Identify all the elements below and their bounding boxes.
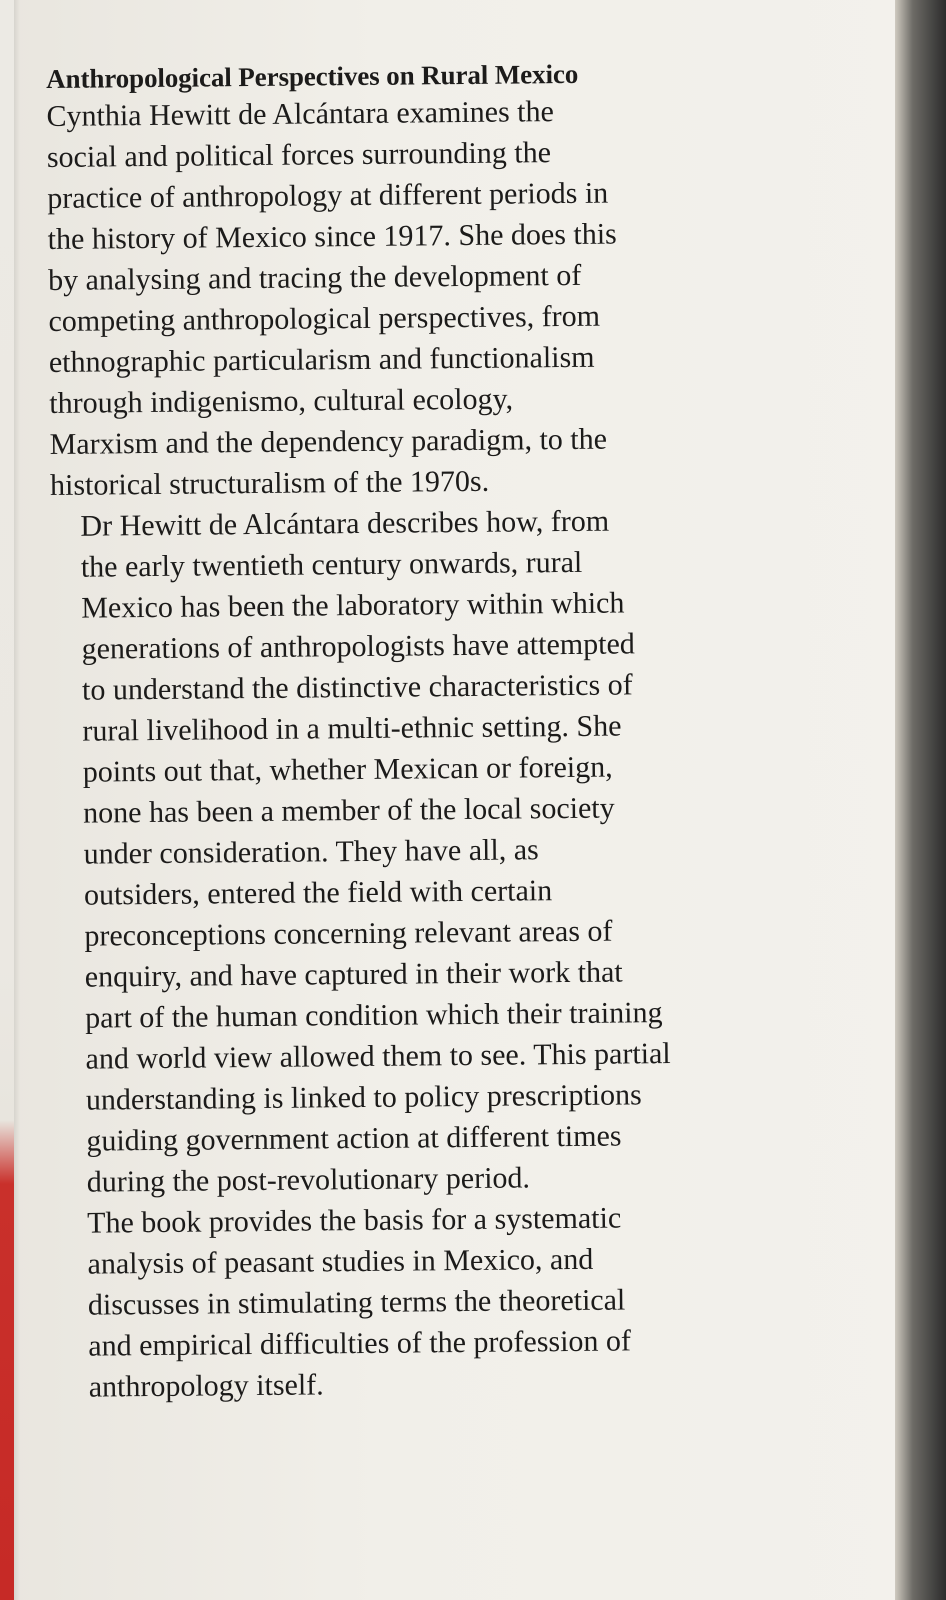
text-line: understanding is linked to policy prescriptions: [85, 1078, 642, 1117]
text-line: Dr Hewitt de Alcántara describes how, from: [80, 504, 610, 543]
text-line: preconceptions concerning relevant areas of: [84, 914, 613, 953]
text-line: The book provides the basis for a systematic: [86, 1201, 622, 1240]
text-line: rural livelihood in a multi-ethnic setting. She: [82, 709, 622, 748]
text-line: social and political forces surrounding the: [46, 136, 552, 174]
text-line: anthropology itself.: [88, 1368, 324, 1404]
text-line: during the post-revolutionary period.: [86, 1161, 531, 1199]
text-line: points out that, whether Mexican or foreign,: [82, 750, 613, 789]
flap-title: Anthropological Perspectives on Rural Mexico: [46, 58, 579, 94]
text-line: and world view allowed them to see. This partial: [85, 1037, 671, 1076]
text-line: Cynthia Hewitt de Alcántara examines the: [46, 95, 555, 133]
text-line: to understand the distinctive characteristics of: [81, 668, 633, 707]
text-line: guiding government action at different times: [86, 1119, 622, 1158]
text-line: none has been a member of the local society: [83, 791, 615, 830]
text-line: analysis of peasant studies in Mexico, and: [87, 1242, 594, 1281]
text-line: competing anthropological perspectives, from: [48, 299, 601, 338]
text-line: the history of Mexico since 1917. She does this: [47, 217, 617, 256]
spine-edge: [0, 0, 14, 1600]
text-line: through indigenismo, cultural ecology,: [49, 382, 514, 420]
body-paragraph-2: [50, 499, 787, 1203]
flap-text-block: [46, 55, 789, 1408]
text-line: Mexico has been the laboratory within which: [81, 586, 625, 625]
flap-body: [46, 89, 789, 1408]
text-line: practice of anthropology at different periods in: [47, 176, 609, 215]
text-line: the early twentieth century onwards, rural: [80, 545, 583, 584]
text-line: outsiders, entered the field with certain: [83, 874, 553, 912]
text-line: ethnographic particularism and functionalism: [48, 340, 595, 379]
text-line: historical structuralism of the 1970s.: [49, 464, 490, 502]
text-line: part of the human condition which their training: [85, 996, 663, 1035]
text-line: discusses in stimulating terms the theoretical: [87, 1283, 626, 1322]
text-line: by analysing and tracing the development of: [47, 258, 582, 297]
text-line: Marxism and the dependency paradigm, to the: [49, 422, 608, 461]
spine-shadow: [14, 0, 20, 1600]
text-line: under consideration. They have all, as: [83, 833, 539, 871]
text-line: and empirical difficulties of the profession of: [88, 1324, 632, 1363]
text-line: generations of anthropologists have attempted: [81, 627, 635, 666]
text-line: enquiry, and have captured in their work that: [84, 955, 623, 994]
body-paragraph-3: [57, 1196, 789, 1408]
body-paragraph-1: [46, 89, 780, 506]
page-edge-shadow: [895, 0, 946, 1600]
